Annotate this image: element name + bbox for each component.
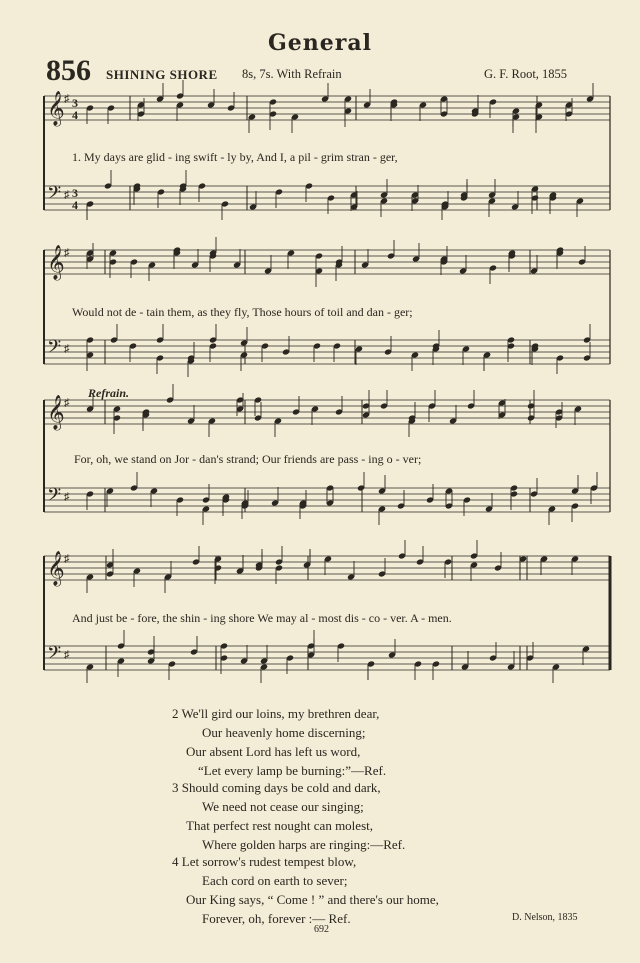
section-title: General — [268, 30, 372, 56]
lyric-line-3: For, oh, we stand on Jor - dan's strand; Our friends are pass - ing o - ver; — [74, 452, 422, 466]
stanza-line: That perfect rest nought can molest, — [186, 818, 373, 833]
key-signature-sharp-icon: ♯ — [64, 247, 70, 259]
bass-clef-icon: 𝄢 — [47, 183, 62, 208]
stanza-line: Should coming days be cold and dark, — [181, 780, 381, 795]
tune-name: SHINING SHORE — [106, 67, 218, 82]
key-signature-sharp-icon: ♯ — [64, 93, 70, 105]
treble-clef-icon: 𝄞 — [47, 395, 65, 430]
key-signature-sharp-icon: ♯ — [64, 649, 70, 661]
stanza-number: 4 — [172, 854, 179, 869]
lyric-line-2: Would not de - tain them, as they fly, Those hours of toil and dan - ger; — [72, 305, 413, 319]
stanza-line: We'll gird our loins, my brethren dear, — [181, 706, 380, 721]
refrain-label: Refrain. — [88, 386, 130, 400]
key-signature-sharp-icon: ♯ — [64, 343, 70, 355]
time-signature: 3 — [72, 96, 78, 110]
stanza-line: “Let every lamp be burning:”—Ref. — [198, 763, 387, 778]
time-signature: 3 — [72, 186, 78, 200]
stanza-line: We need not cease our singing; — [202, 799, 364, 814]
stanza-number: 2 — [172, 706, 179, 721]
stanza-3 — [172, 778, 405, 854]
bass-clef-icon: 𝄢 — [47, 485, 62, 510]
time-signature: 4 — [72, 198, 78, 212]
stanza-line: Let sorrow's rudest tempest blow, — [181, 854, 357, 869]
treble-clef-icon: 𝄞 — [47, 245, 65, 280]
treble-clef-icon: 𝄞 — [47, 551, 65, 586]
composer: G. F. Root, 1855 — [484, 67, 568, 81]
meter: 8s, 7s. With Refrain — [242, 67, 342, 81]
stanza-line: Our absent Lord has left us word, — [186, 744, 361, 759]
key-signature-sharp-icon: ♯ — [64, 491, 70, 503]
text-author: D. Nelson, 1835 — [512, 912, 578, 923]
stanza-number: 3 — [172, 780, 179, 795]
stanza-line: Our King says, “ Come ! ” and there's our home, — [186, 892, 439, 907]
lyric-line-1: 1. My days are glid - ing swift - ly by, And I, a pil - grim stran - ger, — [72, 150, 398, 164]
key-signature-sharp-icon: ♯ — [64, 553, 70, 565]
page-number: 692 — [314, 924, 329, 935]
stanza-line: Our heavenly home discerning; — [202, 725, 366, 740]
bass-clef-icon: 𝄢 — [47, 337, 62, 362]
stanza-4 — [172, 852, 439, 928]
key-signature-sharp-icon: ♯ — [64, 189, 70, 201]
stanza-line: Each cord on earth to sever; — [202, 873, 348, 888]
lyric-line-4: And just be - fore, the shin - ing shore We may al - most dis - co - ver. A - men. — [72, 611, 452, 625]
treble-clef-icon: 𝄞 — [47, 91, 65, 126]
key-signature-sharp-icon: ♯ — [64, 397, 70, 409]
time-signature: 4 — [72, 108, 78, 122]
stanza-line: Forever, oh, forever :— Ref. — [202, 911, 351, 926]
stanza-2 — [172, 704, 386, 780]
stanza-line: Where golden harps are ringing:—Ref. — [202, 837, 406, 852]
hymn-number: 856 — [46, 54, 91, 87]
bass-clef-icon: 𝄢 — [47, 643, 62, 668]
